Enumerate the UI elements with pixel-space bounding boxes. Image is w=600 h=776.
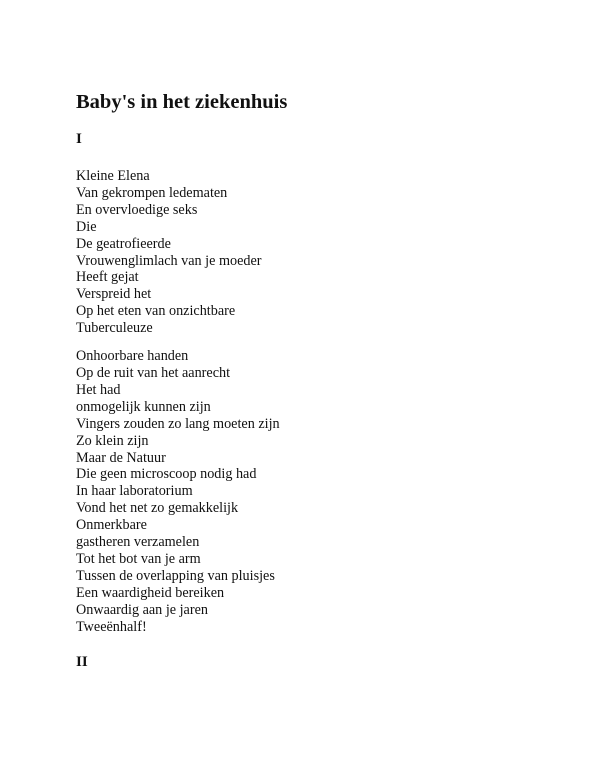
poem-line: Tussen de overlapping van pluisjes (76, 567, 275, 584)
poem-line: Onwaardig aan je jaren (76, 601, 208, 618)
document-page (76, 88, 556, 671)
poem-line: Op het eten van onzichtbare (76, 303, 236, 320)
poem-line: Onhoorbare handen (76, 348, 189, 365)
poem-line: gastheren verzamelen (76, 534, 200, 551)
poem-title: Baby's in het ziekenhuis (76, 91, 288, 113)
poem-line: De geatrofieerde (76, 235, 171, 252)
poem-line: Het had (76, 381, 121, 398)
poem-line: Van gekrompen ledematen (76, 184, 228, 201)
poem-line: Tot het bot van je arm (76, 550, 201, 567)
poem-line: Vond het net zo gemakkelijk (76, 500, 239, 517)
stanza-2 (76, 348, 556, 635)
poem-line: Tuberculeuze (76, 320, 153, 337)
poem-line: Onmerkbare (76, 517, 147, 534)
poem-line: Die (76, 218, 97, 235)
stanza-1 (76, 168, 556, 337)
poem-line: Vrouwenglimlach van je moeder (76, 252, 262, 269)
poem-line: Zo klein zijn (76, 432, 149, 449)
poem-line: Die geen microscoop nodig had (76, 466, 257, 483)
poem-line: onmogelijk kunnen zijn (76, 398, 211, 415)
poem-line: Maar de Natuur (76, 449, 166, 466)
poem-line: Tweeënhalf! (76, 618, 147, 635)
poem-line: Vingers zouden zo lang moeten zijn (76, 415, 280, 432)
poem-line: Heeft gejat (76, 269, 139, 286)
section-heading-1: I (76, 131, 82, 147)
poem-line: En overvloedige seks (76, 201, 198, 218)
poem-line: Een waardigheid bereiken (76, 584, 225, 601)
poem-line: Op de ruit van het aanrecht (76, 364, 231, 381)
poem-line: In haar laboratorium (76, 483, 193, 500)
poem-line: Verspreid het (76, 286, 152, 303)
section-heading-2: II (76, 654, 88, 671)
poem-line: Kleine Elena (76, 168, 150, 184)
